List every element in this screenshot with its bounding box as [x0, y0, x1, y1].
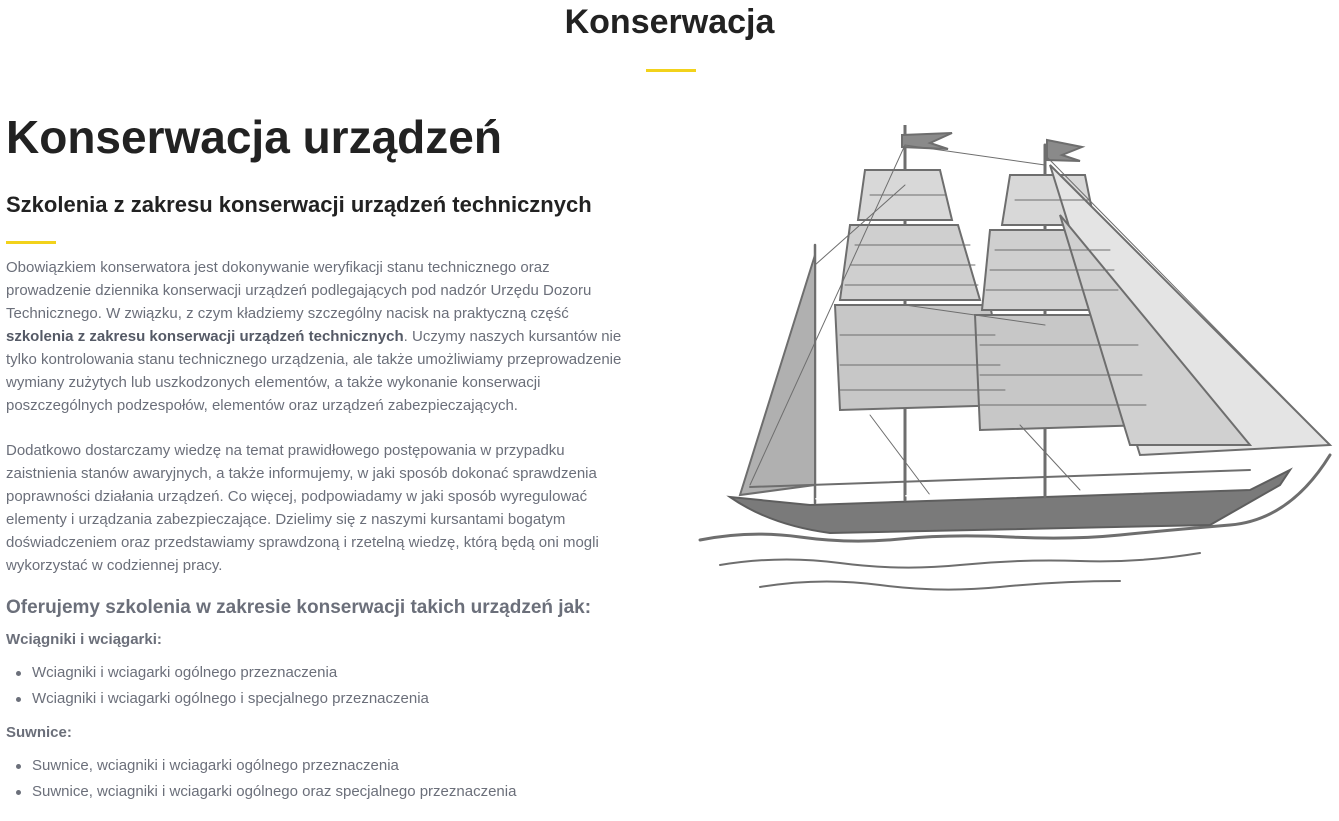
list-item: Suwnice, wciagniki i wciagarki ogólnego przeznaczenia	[6, 753, 631, 779]
intro-text-end: . Uczymy naszych kursantów nie tylko kontrolowania stanu technicznego urządzenia, ale także umożliwiamy przeprowadzenie wymiany zużytych lub uszkodzonych elementów, a także wykonanie konserwacji poszczególnych podzespołów, elementów oraz urządzeń zabezpieczających.	[6, 328, 622, 415]
sailing-ship-illustration	[690, 125, 1339, 605]
list-item: Suwnice, wciagniki i wciagarki ogólnego oraz specjalnego przeznaczenia	[6, 779, 631, 805]
page-title: Konserwacja	[564, 3, 775, 41]
subheading-underline	[6, 241, 56, 244]
group-label-hoists: Wciągniki i wciągarki:	[6, 631, 162, 649]
main-flag	[1047, 140, 1082, 161]
intro-paragraph	[6, 256, 631, 417]
hoists-list	[6, 660, 631, 712]
group-label-cranes: Suwnice:	[6, 724, 72, 742]
intro-text-bold: szkolenia z zakresu konserwacji urządzeń technicznych	[6, 328, 404, 346]
spanker-sail	[740, 255, 815, 495]
article-subheading: Szkolenia z zakresu konserwacji urządzeń technicznych	[6, 191, 592, 217]
list-item: Wciagniki i wciagarki ogólnego i specjalnego przeznaczenia	[6, 686, 631, 712]
offer-heading: Oferujemy szkolenia w zakresie konserwacji takich urządzeń jak:	[6, 597, 592, 619]
deck-rail	[750, 470, 1250, 487]
sea-waves-2	[720, 553, 1200, 568]
fore-flag	[902, 133, 952, 149]
article-content	[6, 108, 631, 805]
second-paragraph: Dodatkowo dostarczamy wiedzę na temat prawidłowego postępowania w przypadku zaistnienia stanów awaryjnych, a także informujemy, w jaki sposób dokonać sprawdzenia poprawności działania urządzeń. Co więcej, podpowiadamy w jaki sposób wyregulować elementy i urządzania zabezpieczające. Dzielimy się z naszymi kursantami bogatym doświadczeniem oraz przedstawiamy sprawdzoną i rzetelną wiedzę, którą będą oni mogli wykorzystać w codziennej pracy.	[6, 442, 599, 575]
title-underline	[646, 69, 696, 72]
intro-text-start: Obowiązkiem konserwatora jest dokonywanie weryfikacji stanu technicznego oraz prowadzenie dziennika konserwacji urządzeń podlegających pod nadzór Urzędu Dozoru Technicznego. W związku, z czym kładziemy szczególny nacisk na praktyczną część	[6, 259, 592, 323]
sea-waves-3	[760, 581, 1120, 590]
article-heading: Konserwacja urządzeń	[6, 111, 502, 163]
fore-mid-sail	[840, 225, 980, 300]
cranes-list	[6, 753, 631, 805]
ship-drawing	[700, 125, 1330, 590]
list-item: Wciagniki i wciagarki ogólnego przeznaczenia	[6, 660, 631, 686]
